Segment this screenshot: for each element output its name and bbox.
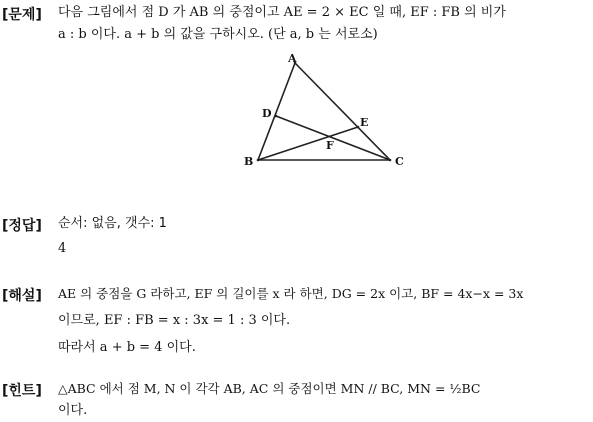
problem-text-line2: a : b 이다. a + b 의 값을 구하시오. (단 a, b 는 서로소) [58,27,378,42]
problem-text-line1: 다음 그림에서 점 D 가 AB 의 중점이고 AE = 2 × EC 일 때, EF : FB 의 비가 [58,5,506,20]
vertex-label-b: B [244,155,254,168]
solution-line3: 따라서 a + b = 4 이다. [58,340,196,355]
answer-value: 4 [58,241,67,256]
hint-label: [힌트] [2,383,42,399]
problem-label: [문제] [2,7,42,23]
vertex-label-c: C [395,155,404,168]
solution-line1: AE 의 중점을 G 라하고, EF 의 길이를 x 라 하면, DG = 2x 이고, BF = 4x−x = 3x [58,286,524,301]
hint-line2: 이다. [58,403,88,418]
vertex-label-a: A [288,52,297,65]
point-label-e: E [360,116,369,129]
answer-line1: 순서: 없음, 갯수: 1 [58,216,167,231]
answer-label: [정답] [2,218,42,234]
triangle-figure [238,50,418,175]
solution-label: [해설] [2,288,42,304]
point-label-f: F [326,139,334,152]
segment-be [258,127,358,160]
segment-dc [276,116,390,160]
hint-line1: △ABC 에서 점 M, N 이 각각 AB, AC 의 중점이면 MN // BC, MN = ½BC [58,381,481,396]
solution-line2: 이므로, EF : FB = x : 3x = 1 : 3 이다. [58,313,291,328]
side-ac [295,63,390,160]
point-label-d: D [262,107,272,120]
